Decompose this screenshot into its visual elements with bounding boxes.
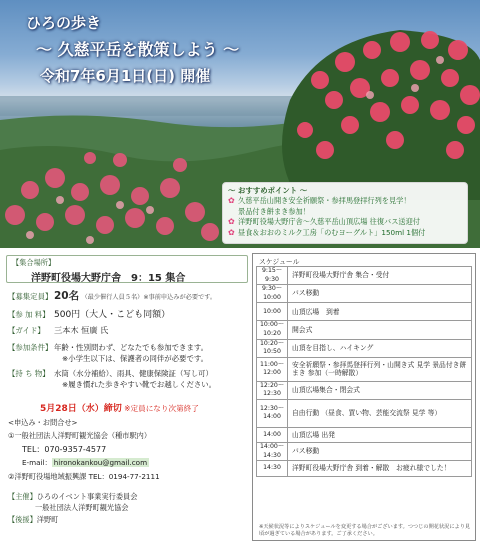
fee-row: 【参 加 料】 500円（大人・こども同額） [8,310,171,320]
flower-icon: ✿ [228,227,235,237]
schedule-description: 洋野町役場大野庁舎 集合・受付 [288,267,472,285]
event-title: ひろの歩き [26,14,102,32]
schedule-time: 12:30〜 14:00 [257,399,288,427]
support-row: 【後援】洋野町 [8,515,59,524]
schedule-table [256,266,472,477]
schedule-description: 自由行動 （昼食、買い物、芸能交流祭 見学 等） [288,399,472,427]
schedule-note: ※天候状況等によりスケジュールを変更する場合がございます。つつじの開花状況により見頃が過ぎている場合があります。ご了承ください。 [259,524,471,537]
event-date: 令和7年6月1日(日) 開催 [40,67,211,85]
schedule-row [257,461,472,477]
organizer-2: 一般社団法人洋野町観光協会 [35,503,129,512]
points-heading: 〜 おすすめポイント 〜 [228,186,308,195]
meeting-place-value: 洋野町役場大野庁舎 9：15 集合 [31,273,186,284]
schedule-row [257,381,472,399]
schedule-description: 山頂広場 出発 [288,427,472,442]
schedule-row [257,321,472,339]
point-item: ✿ 久慈平岳山開き安全祈願祭・参拝馬登拝行列を見学！ [228,196,411,206]
schedule-time: 10:20〜 10:50 [257,339,288,357]
schedule-time: 9:30〜 10:00 [257,285,288,303]
point-item: ✿ 洋野町役場大野庁舎〜久慈平岳山頂広場 往復バス送迎付 [228,217,420,227]
schedule-row [257,399,472,427]
contact-heading: <申込み・お問合せ> [8,418,78,427]
hero-photo [0,0,480,248]
schedule-time: 11:00〜 12:00 [257,357,288,381]
schedule-description: 開会式 [288,321,472,339]
schedule-row [257,427,472,442]
meeting-place-label: 【集合場所】 [12,258,56,267]
schedule-time: 14:00 [257,427,288,442]
schedule-row [257,267,472,285]
conditions-note: ※小学生以下は、保護者の同伴が必要です。 [62,354,209,363]
event-details [0,252,250,542]
schedule-description: 山頂広場集合・閉会式 [288,381,472,399]
organizer-row: 【主催】ひろのイベント事業実行委員会 [8,492,138,501]
schedule-row [257,285,472,303]
schedule-time: 14:30 [257,461,288,477]
schedule-time: 10:00 [257,303,288,321]
schedule-time: 12:20〜 12:30 [257,381,288,399]
meeting-place-box [6,255,248,283]
event-subtitle: 〜 久慈平岳を散策しよう 〜 [36,40,240,59]
point-item: ✿ 昼食＆おおのミルク工房「のむヨーグルト」150ml 1個付 [228,227,426,237]
schedule-time: 9:15〜 9:30 [257,267,288,285]
schedule-panel [252,253,476,541]
contact2: ②洋野町役場地域振興課 TEL：0194-77-2111 [8,472,160,481]
guide-row: 【ガイド】 三本木 恒廣 氏 [8,325,109,335]
schedule-row [257,442,472,460]
belongings-note: ※履き慣れた歩きやすい靴でお越しください。 [62,380,217,389]
flower-icon: ✿ [228,196,235,206]
belongings-row: 【持 ち 物】 水筒（水分補給）、雨具、健康保険証（写し可） [8,369,213,378]
application-deadline: 5月28日（水）締切 ※定員になり次第終了 [40,404,199,414]
schedule-row [257,357,472,381]
schedule-time: 14:00〜 14:30 [257,442,288,460]
contact1-email[interactable]: hironokankou@gmail.com [53,458,148,467]
schedule-row [257,339,472,357]
conditions-row: 【参加条件】 年齢・性別問わず、どなたでも参加できます。 [8,343,209,352]
schedule-description: 山頂を目指し、ハイキング [288,339,472,357]
contact1-email-row: E-mail： hironokankou@gmail.com [22,458,148,467]
schedule-description: 安全祈願祭・参拝馬登拝行列・山開き式 見学 景品付き餅まき 参加（一時解散） [288,357,472,381]
schedule-description: バス移動 [288,285,472,303]
contact1-name: ①一般社団法人洋野町観光協会（種市駅内） [8,431,152,440]
schedule-heading: スケジュール [259,258,300,266]
point-item-continued: 景品付き餅まき参加！ [238,206,310,216]
schedule-time: 10:00〜 10:20 [257,321,288,339]
schedule-row [257,303,472,321]
schedule-description: 洋野町役場大野庁舎 到着・解散 お疲れ様でした！ [288,461,472,477]
flower-icon: ✿ [228,217,235,227]
schedule-description: 山頂広場 到着 [288,303,472,321]
recommended-points-box [222,182,468,244]
capacity-row: 【募集定員】 20名 （最少催行人員５名）※事前申込みが必要です。 [8,290,217,302]
schedule-description: バス移動 [288,442,472,460]
contact1-tel: TEL：070-9357-4577 [22,445,107,454]
